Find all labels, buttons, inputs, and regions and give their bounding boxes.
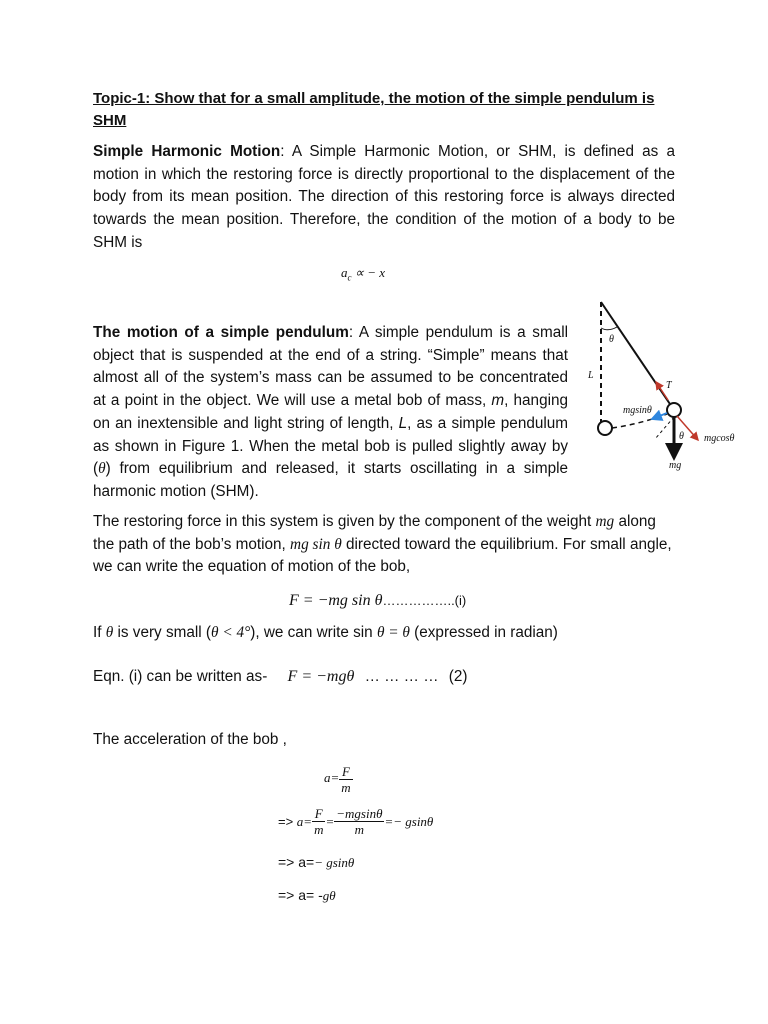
step-3-text: a=: [298, 854, 315, 870]
equation-2-number: (2): [448, 668, 468, 685]
step-2-lhs: a=: [296, 814, 313, 829]
shm-body: : A Simple Harmonic Motion, or SHM, is defined as a motion in which the restoring force is directly proportional to the displacement of the body from its mean position. The direction of this restoring force is always directed towards the mean position. Therefore, the condition of the motion of a body to be SHM is: [93, 143, 675, 251]
pendulum-body-4: ) from equilibrium and released, it starts oscillating in a simple harmonic motion (SHM).: [93, 460, 568, 500]
tension-label: T: [666, 380, 672, 391]
acceleration-step-1: [324, 762, 353, 795]
small-angle-equality: θ = θ: [376, 624, 410, 641]
small-angle-text-4: (expressed in radian): [409, 624, 558, 641]
step-2-rhs: =− gsinθ: [384, 814, 434, 829]
angle-label: θ: [679, 431, 684, 442]
pendulum-heading: The motion of a simple pendulum: [93, 324, 349, 341]
equation-1-tail: ……………..(i): [382, 593, 467, 608]
shm-condition-equation: [341, 262, 385, 289]
equilibrium-bob: [598, 421, 612, 435]
step-4-expr: gθ: [322, 888, 336, 903]
step-3-expr: − gsinθ: [314, 855, 355, 870]
pendulum-bob: [667, 403, 681, 417]
component-dash: [655, 417, 674, 439]
step-2-numerator-1: F: [312, 806, 325, 822]
small-angle-line: [93, 622, 558, 644]
pendulum-body-3: , as a simple pendulum as shown in Figure 1. When the metal bob is pulled slightly away by (: [93, 414, 568, 478]
equation-1: [289, 590, 466, 612]
pendulum-paragraph: [93, 322, 568, 504]
length-label: L: [588, 370, 594, 381]
topic-title: Topic-1: Show that for a small amplitude, the motion of the simple pendulum is SHM: [93, 90, 655, 129]
weight-label: mg: [669, 460, 682, 471]
step-1-fraction: [339, 764, 352, 795]
acceleration-intro: The acceleration of the bob ,: [93, 731, 287, 748]
tangential-label: mgsinθ: [623, 405, 652, 416]
restoring-text-3: directed toward the equilibrium. For small angle, we can write the equation of motion of the bob,: [93, 535, 672, 576]
length-symbol: L: [398, 414, 408, 432]
step-1-numerator: F: [339, 764, 352, 780]
equation-2-label: Eqn. (i) can be written as-: [93, 668, 268, 685]
step-1-lhs: a=: [324, 770, 340, 785]
step-2-denominator-2: m: [354, 822, 365, 838]
step-2-denominator-1: m: [314, 822, 324, 838]
small-angle-text-1: If: [93, 624, 106, 641]
equation-2-line: [93, 666, 467, 688]
step-4-arrow: =>: [278, 887, 299, 903]
theta-label: θ: [609, 334, 614, 345]
restoring-text-2: along the path of the bob’s motion,: [93, 513, 656, 553]
acceleration-step-3: [278, 851, 354, 874]
small-angle-condition: θ < 4°: [211, 624, 251, 641]
acceleration-step-4: [278, 884, 336, 907]
acceleration-step-2: [278, 806, 433, 838]
mass-symbol: m: [491, 392, 505, 410]
shm-definition-paragraph: [93, 141, 675, 255]
pendulum-body-1: : A simple pendulum is a small object that is suspended at the end of a string. “Simple” means that almost all of the system’s mass can be assumed to be concentrated at a point in the object. We will use a metal bob of mass,: [93, 324, 568, 410]
pendulum-diagram: [578, 298, 750, 483]
shm-heading: Simple Harmonic Motion: [93, 143, 281, 160]
tangential-arrow: [652, 413, 667, 419]
weight-symbol: mg: [595, 513, 615, 530]
equation-2-dots: … … … …: [364, 668, 439, 685]
equation-2-expr: F = −mgθ: [287, 668, 355, 685]
shm-condition-text: $a_c$ ∝ − x: [341, 265, 386, 283]
step-4-text: a= -: [298, 887, 323, 903]
restoring-force-paragraph: [93, 511, 675, 579]
radial-label: mgcosθ: [704, 433, 735, 444]
step-2-equals: =: [325, 814, 335, 829]
angle-arc: [601, 327, 617, 330]
step-1-denominator: m: [341, 779, 351, 795]
step-2-fraction-1: [312, 806, 325, 837]
small-angle-text-2: is very small (: [113, 624, 211, 641]
step-2-arrow: =>: [278, 814, 297, 829]
subscript-c: c: [347, 272, 352, 283]
pendulum-body-2: , hanging on an inextensible and light string of length,: [93, 392, 568, 432]
step-2-fraction-2: [334, 806, 384, 837]
theta-symbol: θ: [98, 460, 106, 478]
step-3-arrow: =>: [278, 854, 299, 870]
equation-1-expr: F = −mg sin θ: [289, 592, 383, 609]
small-angle-text-3: ), we can write sin: [250, 624, 377, 641]
small-angle-theta: θ: [105, 624, 114, 641]
step-2-numerator-2: −mgsinθ: [336, 806, 383, 822]
restoring-text-1: The restoring force in this system is given by the component of the weight: [93, 513, 596, 530]
component-symbol: mg sin θ: [290, 535, 342, 553]
